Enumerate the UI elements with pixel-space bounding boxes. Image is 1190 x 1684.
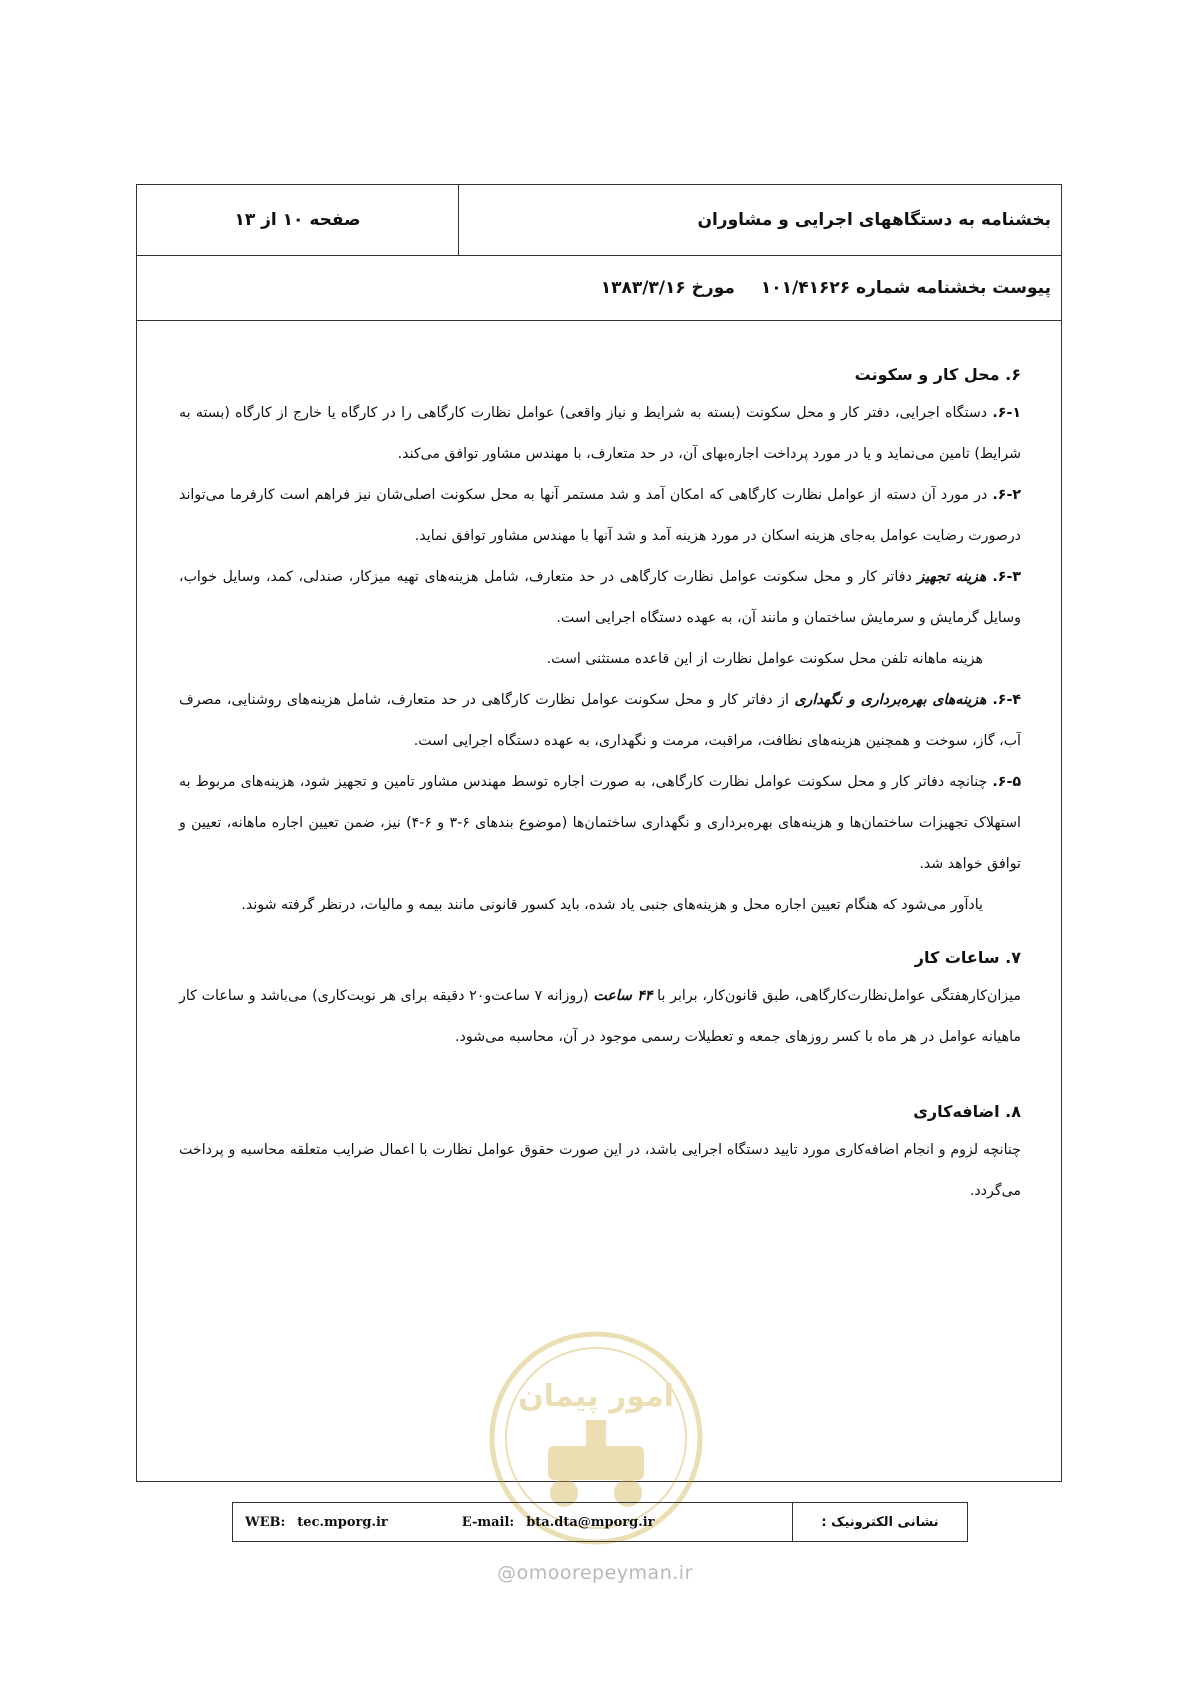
clause-text: دفاتر کار و محل سکونت عوامل نظارت کارگاهی در حد متعارف، شامل هزینه‌های تهیه میزکار، صندلی، کمد، وسایل خواب، وسایل گرمایش و سرمایش ساختمان و مانند آن، به عهده دستگاه اجرایی است. — [179, 569, 1021, 626]
footer-contact-box — [232, 1502, 968, 1542]
footer-links — [233, 1503, 793, 1541]
clause-number: ۶-۴. — [992, 692, 1021, 708]
svg-text:امور پیمان: امور پیمان — [518, 1379, 674, 1414]
clause-text: در مورد آن دسته از عوامل نظارت کارگاهی که امکان آمد و شد مستمر آنها به محل سکونت اصلی‌شان نیز فراهم است کارفرما می‌تواند درصورت رضایت عوامل به‌جای هزینه اسکان در مورد هزینه آمد و شد آنها با مهندس مشاور توافق نماید. — [179, 487, 1021, 544]
email-link[interactable]: bta.dta@mporg.ir — [526, 1514, 655, 1530]
clause-6-3-note: هزینه ماهانه تلفن محل سکونت عوامل نظارت از این قاعده مستثنی است. — [546, 651, 983, 667]
clause-6-1 — [179, 393, 1021, 475]
email-label: E-mail: — [461, 1514, 515, 1530]
section-7-title: ۷. ساعات کار — [914, 948, 1021, 967]
section-7-text — [179, 976, 1021, 1058]
clause-6-5 — [179, 762, 1021, 885]
clause-text: چنانچه دفاتر کار و محل سکونت عوامل نظارت کارگاهی، به صورت اجاره توسط مهندس مشاور تامین و تجهیز شود، هزینه‌های مربوط به استهلاک تجهیزات ساختمان‌ها و هزینه‌های بهره‌برداری و نگهداری ساختمان‌ها (موضوع بندهای ۶-۳ و ۶-۴) نیز، ضمن تعیین اجاره ماهانه، تعیین و توافق خواهد شد. — [179, 774, 1022, 872]
section-8-text: چنانچه لزوم و انجام اضافه‌کاری مورد تایید دستگاه اجرایی باشد، در این صورت حقوق عوامل نظارت با اعمال ضرایب متعلقه محاسبه و پرداخت می‌گردد. — [179, 1142, 1021, 1199]
clause-text: از دفاتر کار و محل سکونت عوامل نظارت کارگاهی در حد متعارف، شامل هزینه‌های روشنایی، مصرف آب، گاز، سوخت و همچنین هزینه‌های نظافت، مراقبت، مرمت و نگهداری، به عهده دستگاه اجرایی است. — [179, 692, 1021, 749]
attachment-line — [137, 255, 1061, 321]
section-6-title: ۶. محل کار و سکونت — [854, 365, 1021, 384]
clause-number: ۶-۲. — [992, 487, 1021, 503]
clause-number: ۶-۱. — [992, 405, 1021, 421]
attachment-prefix: پیوست بخشنامه شماره — [856, 277, 1051, 298]
circular-title: بخشنامه به دستگاههای اجرایی و مشاوران — [458, 185, 1061, 255]
section-8-title: ۸. اضافه‌کاری — [913, 1102, 1021, 1121]
date-prefix: مورخ — [691, 277, 735, 298]
working-hours-text-start: میزان‌کارهفتگی عوامل‌نظارت‌کارگاهی، طبق قانون‌کار، برابر با — [652, 988, 1022, 1004]
clause-6-4 — [179, 680, 1021, 762]
clause-emphasis: هزینه‌های بهره‌برداری و نگهداری — [794, 692, 993, 708]
clause-text: دستگاه اجرایی، دفتر کار و محل سکونت (بسته به شرایط و نیاز واقعی) عوامل نظارت کارگاهی را در کارگاه یا خارج از کارگاه (بسته به شرایط) تامین می‌نماید و یا در مورد پرداخت اجاره‌بهای آن، در حد متعارف، با مهندس مشاور توافق می‌کند. — [179, 405, 1021, 462]
electronic-address-label: نشانی الکترونیک : — [821, 1514, 939, 1530]
clause-emphasis: هزینه تجهیز — [917, 569, 993, 585]
working-hours-text-end: (روزانه ۷ ساعت‌و۲۰ دقیقه برای هر نوبت‌کاری) می‌باشد و ساعات کار ماهیانه عوامل در هر ماه با کسر روزهای جمعه و تعطیلات رسمی موجود در آن، محاسبه می‌شود. — [179, 988, 1021, 1045]
clause-number: ۶-۳. — [992, 569, 1022, 585]
web-label: WEB: — [245, 1514, 286, 1530]
clause-number: ۶-۵. — [992, 774, 1021, 790]
header-row — [137, 185, 1061, 256]
document-frame — [136, 184, 1062, 1482]
web-link[interactable]: tec.mporg.ir — [297, 1514, 388, 1530]
circular-date: ۱۳۸۳/۳/۱۶ — [600, 277, 686, 298]
working-hours-emphasis: ۴۴ ساعت — [593, 988, 653, 1004]
clause-6-5-note: یادآور می‌شود که هنگام تعیین اجاره محل و هزینه‌های جنبی یاد شده، باید کسور قانونی مانند بیمه و مالیات، درنظر گرفته شوند. — [241, 897, 983, 913]
page-number: صفحه ۱۰ از ۱۳ — [234, 210, 361, 230]
clause-6-2 — [179, 475, 1021, 557]
document-body — [179, 357, 1021, 1212]
circular-number: ۱۰۱/۴۱۶۲۶ — [760, 277, 851, 298]
clause-6-3 — [179, 557, 1021, 639]
watermark-url: @omoorepeyman.ir — [497, 1562, 693, 1584]
